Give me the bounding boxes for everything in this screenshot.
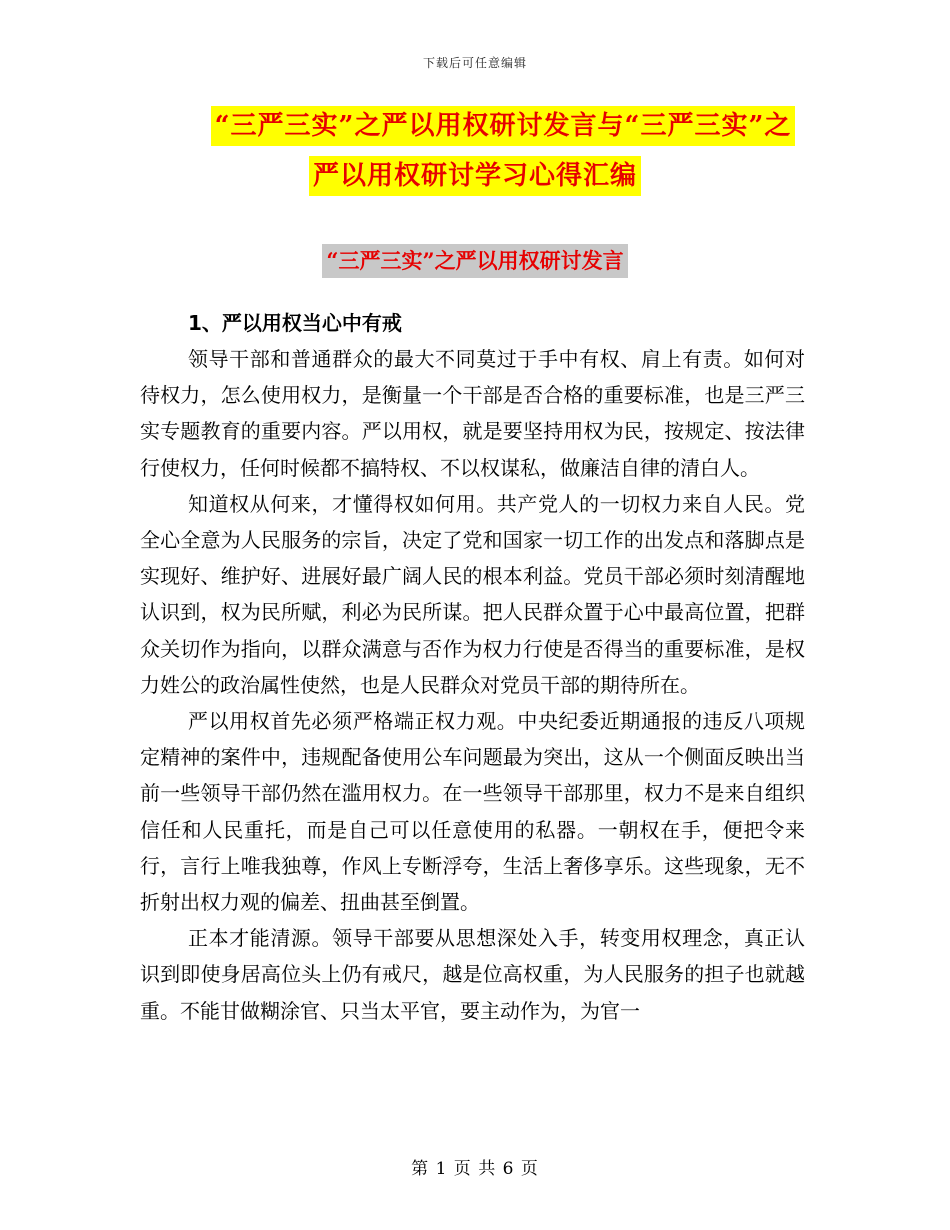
document-title — [0, 106, 950, 196]
paragraph: 知道权从何来，才懂得权如何用。共产党人的一切权力来自人民。党全心全意为人民服务的宗旨，决定了党和国家一切工作的出发点和落脚点是实现好、维护好、进展好最广阔人民的根本利益。党员干部必须时刻清醒地认识到，权为民所赋，利必为民所谋。把人民群众置于心中最高位置，把群众关切作为指向，以群众满意与否作为权力行使是否得当的重要标准，是权力姓公的政治属性使然，也是人民群众对党员干部的期待所在。 — [140, 491, 805, 697]
document-body — [140, 305, 805, 1029]
subtitle-text: “三严三实”之严以用权研讨发言 — [322, 244, 627, 278]
header-note: 下载后可任意编辑 — [422, 56, 527, 70]
title-line-2: 严以用权研讨学习心得汇编 — [309, 156, 641, 196]
section-heading: 1、严以用权当心中有戒 — [188, 311, 402, 335]
paragraph: 严以用权首先必须严格端正权力观。中央纪委近期通报的违反八项规定精神的案件中，违规配备使用公车问题最为突出，这从一个侧面反映出当前一些领导干部仍然在滥用权力。在一些领导干部那里，权力不是来自组织信任和人民重托，而是自己可以任意使用的私器。一朝权在手，便把令来行，言行上唯我独尊，作风上专断浮夸，生活上奢侈享乐。这些现象，无不折射出权力观的偏差、扭曲甚至倒置。 — [140, 709, 805, 915]
title-line-1: “三严三实”之严以用权研讨发言与“三严三实”之 — [211, 106, 796, 146]
page-number: 第 1 页 共 6 页 — [411, 1159, 539, 1179]
paragraph: 领导干部和普通群众的最大不同莫过于手中有权、肩上有责。如何对待权力，怎么使用权力，是衡量一个干部是否合格的重要标准，也是三严三实专题教育的重要内容。严以用权，就是要坚持用权为民，按规定、按法律行使权力，任何时候都不搞特权、不以权谋私，做廉洁自律的清白人。 — [140, 347, 805, 480]
paragraph: 正本才能清源。领导干部要从思想深处入手，转变用权理念，真正认识到即使身居高位头上仍有戒尺，越是位高权重，为人民服务的担子也就越重。不能甘做糊涂官、只当太平官，要主动作为，为官一 — [140, 926, 805, 1023]
document-subtitle — [0, 244, 950, 278]
